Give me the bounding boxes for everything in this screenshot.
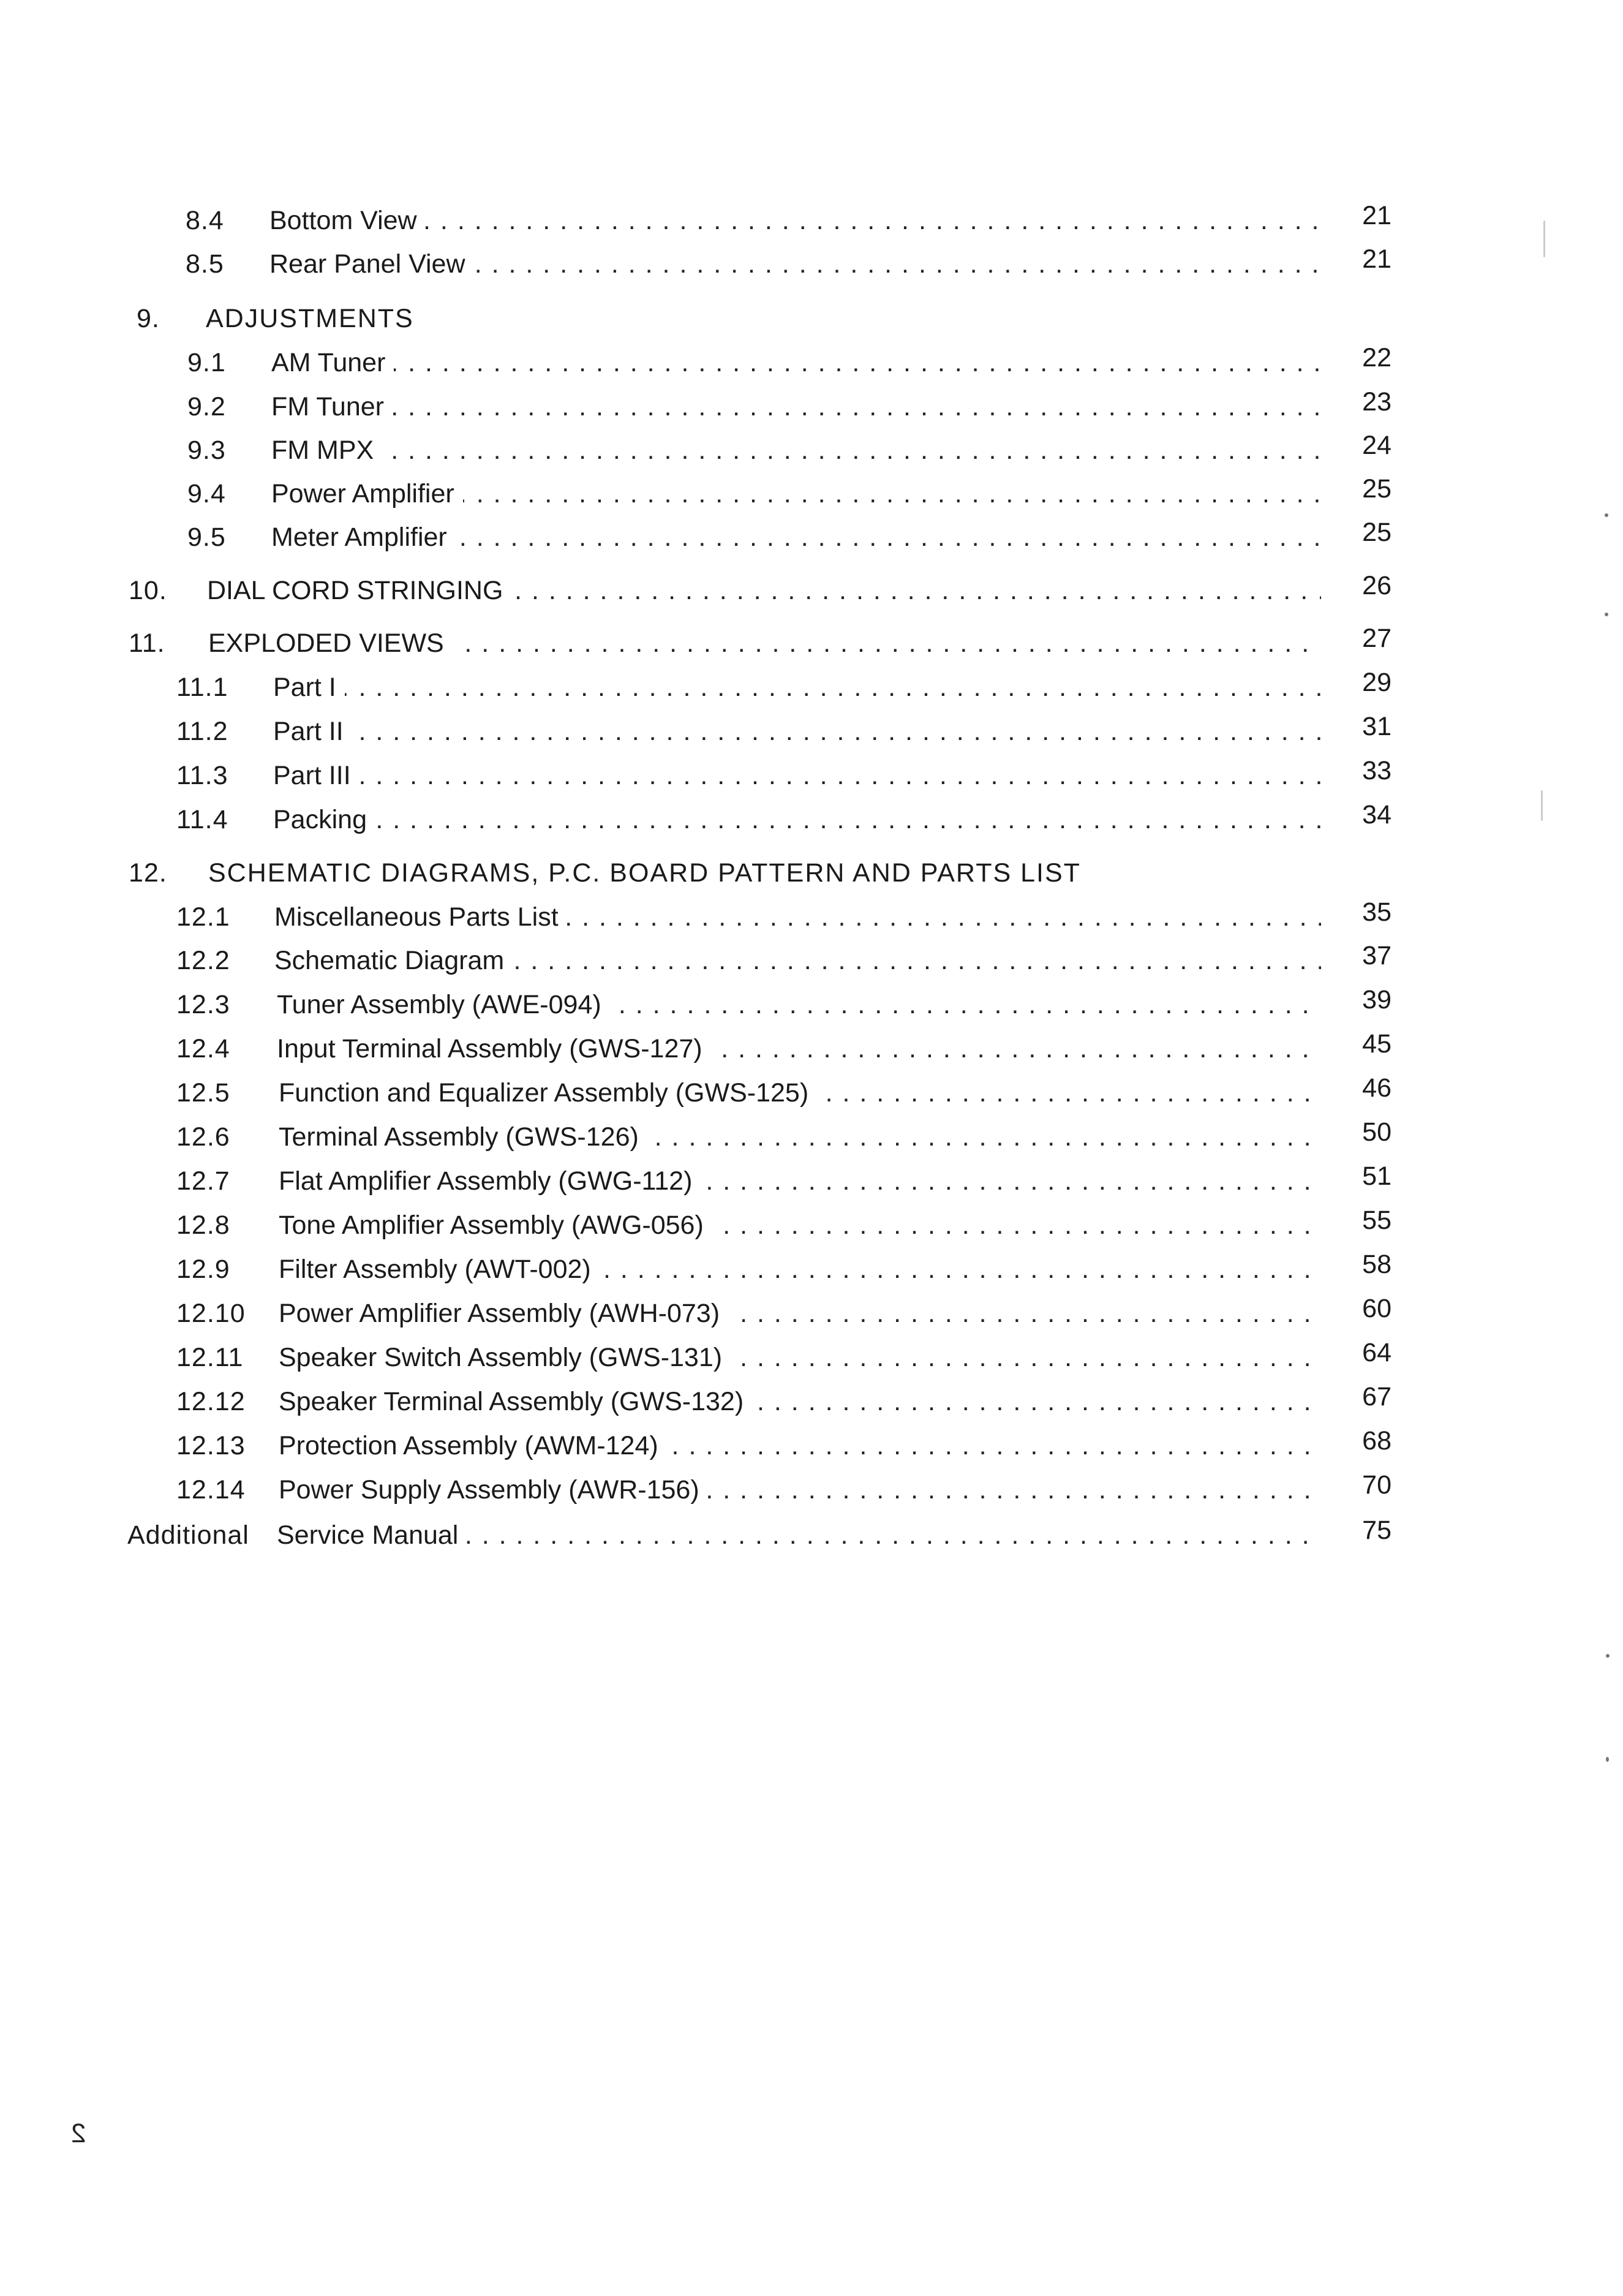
toc-entry-title: Rear Panel View . . . <box>269 246 1321 282</box>
toc-entry <box>0 246 1623 282</box>
toc-entry-page: 55 <box>1362 1206 1391 1235</box>
toc-entry <box>0 1074 1623 1111</box>
toc-entry-number: 10. <box>129 576 167 605</box>
toc-entry <box>0 519 1623 556</box>
toc-entry-number: 9.1 <box>187 348 226 377</box>
page-number: 2 <box>71 2118 86 2148</box>
toc-entry-page: 22 <box>1362 343 1391 372</box>
toc-entry-number: 12.14 <box>176 1475 246 1505</box>
toc-entry-title: Input Terminal Assembly (GWS-127) . . . <box>277 1030 1321 1067</box>
toc-entry-page: 64 <box>1362 1338 1391 1367</box>
toc-entry-number: 12.11 <box>176 1343 244 1372</box>
toc-entry-title: Tone Amplifier Assembly (AWG-056) . . . <box>279 1207 1321 1244</box>
toc-entry-number: 11.3 <box>176 761 228 790</box>
toc-entry-page: 39 <box>1362 985 1391 1014</box>
toc-entry-page: 26 <box>1362 571 1391 600</box>
toc-entry-page: 25 <box>1362 518 1391 547</box>
toc-entry-title: Tuner Assembly (AWE-094) . . . <box>277 986 1321 1023</box>
toc-entry-number: 12.8 <box>176 1210 230 1240</box>
toc-entry-number: 11.1 <box>176 673 228 702</box>
toc-entry <box>0 1030 1623 1067</box>
toc-entry-number: 12.10 <box>176 1299 246 1328</box>
toc-entry <box>0 942 1623 979</box>
toc-entry-page: 33 <box>1362 756 1391 785</box>
toc-entry-title: Filter Assembly (AWT-002) . . . <box>279 1251 1321 1288</box>
toc-entry <box>0 432 1623 469</box>
toc-entry-number: 12.1 <box>176 902 230 932</box>
toc-entry-page: 23 <box>1362 387 1391 417</box>
toc-entry-number: 12.3 <box>176 990 230 1019</box>
toc-entry-page: 35 <box>1362 897 1391 927</box>
toc-entry <box>0 1207 1623 1244</box>
toc-entry-title: Part III . . . <box>273 757 1321 794</box>
toc-entry-page: 21 <box>1362 201 1391 230</box>
scan-speck <box>1541 790 1543 821</box>
toc-entry-title: ADJUSTMENTS <box>206 300 1321 337</box>
toc-entry-number: 11.4 <box>176 805 228 834</box>
toc-entry <box>0 1119 1623 1155</box>
toc-entry-page: 34 <box>1362 800 1391 829</box>
toc-heading <box>0 300 1623 337</box>
toc-entry <box>0 388 1623 425</box>
toc-entry-number: 11. <box>129 629 165 658</box>
toc-entry-title: Power Supply Assembly (AWR-156) . . . <box>279 1471 1321 1508</box>
toc-entry-title: Speaker Switch Assembly (GWS-131) . . . <box>279 1339 1321 1376</box>
toc-entry-title: DIAL CORD STRINGING . . . <box>207 572 1321 609</box>
toc-entry <box>0 899 1623 935</box>
toc-entry-number: 9.3 <box>187 436 226 465</box>
toc-entry-number: Additional <box>127 1520 249 1550</box>
toc-entry-title: AM Tuner . . . <box>271 344 1321 381</box>
toc-entry <box>0 801 1623 838</box>
toc-entry-number: 12.4 <box>176 1034 230 1063</box>
toc-entry-number: 9.5 <box>187 523 226 552</box>
toc-entry-number: 12.7 <box>176 1166 230 1196</box>
toc-entry-title: Power Amplifier . . . <box>271 475 1321 512</box>
toc-entry <box>0 625 1623 662</box>
scan-speck <box>1606 1654 1610 1658</box>
toc-entry-title: Part I . . . <box>273 669 1321 706</box>
toc-entry-number: 12.13 <box>176 1431 246 1460</box>
toc-entry-title: Terminal Assembly (GWS-126) . . . <box>279 1119 1321 1155</box>
scan-speck <box>1605 613 1608 616</box>
toc-entry-title: Service Manual . . . <box>277 1517 1321 1554</box>
scan-speck <box>1605 513 1608 517</box>
toc-entry <box>0 572 1623 609</box>
toc-entry-title: Function and Equalizer Assembly (GWS-125) . . . <box>279 1074 1321 1111</box>
toc-entry <box>0 1251 1623 1288</box>
toc-entry-page: 21 <box>1362 244 1391 274</box>
toc-entry-number: 12.2 <box>176 946 230 975</box>
toc-entry <box>0 757 1623 794</box>
toc-entry-page: 29 <box>1362 668 1391 697</box>
toc-entry-title: FM Tuner . . . <box>271 388 1321 425</box>
toc-entry-number: 9.2 <box>187 392 226 421</box>
toc-entry <box>0 202 1623 239</box>
scan-speck <box>1606 1757 1609 1762</box>
toc-entry-number: 8.5 <box>186 249 224 279</box>
toc-entry-page: 51 <box>1362 1161 1391 1191</box>
toc-entry-page: 46 <box>1362 1073 1391 1103</box>
toc-entry <box>0 1339 1623 1376</box>
toc-entry-page: 70 <box>1362 1470 1391 1500</box>
toc-entry-page: 75 <box>1362 1516 1391 1545</box>
toc-entry-page: 37 <box>1362 941 1391 970</box>
toc-entry-title: Speaker Terminal Assembly (GWS-132) . . . <box>279 1383 1321 1420</box>
toc-entry-title: Packing . . . <box>273 801 1321 838</box>
toc-entry <box>0 475 1623 512</box>
toc-entry-title: FM MPX . . . <box>271 432 1321 469</box>
toc-entry-title: Protection Assembly (AWM-124) . . . <box>279 1427 1321 1464</box>
toc-entry-number: 11.2 <box>176 717 228 746</box>
toc-entry-title: Flat Amplifier Assembly (GWG-112) . . . <box>279 1163 1321 1199</box>
toc-entry-title: Power Amplifier Assembly (AWH-073) . . . <box>279 1295 1321 1332</box>
toc-entry-number: 9.4 <box>187 479 226 508</box>
toc-entry-page: 50 <box>1362 1117 1391 1147</box>
toc-entry <box>0 669 1623 706</box>
toc-entry <box>0 1295 1623 1332</box>
toc-entry-page: 60 <box>1362 1294 1391 1323</box>
toc-entry <box>0 1517 1623 1554</box>
toc-entry <box>0 1427 1623 1464</box>
toc-entry-page: 27 <box>1362 624 1391 653</box>
toc-entry-page: 31 <box>1362 712 1391 741</box>
toc-entry-number: 12. <box>129 858 167 888</box>
toc-entry-number: 12.6 <box>176 1122 230 1152</box>
toc-heading <box>0 855 1623 891</box>
toc-entry-title: Schematic Diagram . . . <box>274 942 1321 979</box>
toc-entry-page: 67 <box>1362 1382 1391 1411</box>
toc-entry-title: SCHEMATIC DIAGRAMS, P.C. BOARD PATTERN AND PARTS LIST <box>208 855 1321 891</box>
toc-entry-title: Bottom View . . . <box>269 202 1321 239</box>
toc-entry-title: Part II . . . <box>273 713 1321 750</box>
toc-entry-number: 12.5 <box>176 1078 230 1108</box>
toc-entry <box>0 1383 1623 1420</box>
toc-entry-page: 58 <box>1362 1250 1391 1279</box>
toc-entry-number: 12.9 <box>176 1255 230 1284</box>
toc-entry-number: 9. <box>137 304 160 333</box>
toc-entry-number: 8.4 <box>186 206 224 235</box>
toc-entry-title: Miscellaneous Parts List . . . <box>274 899 1321 935</box>
toc-entry-page: 45 <box>1362 1029 1391 1059</box>
toc-entry-page: 68 <box>1362 1426 1391 1456</box>
toc-entry <box>0 986 1623 1023</box>
toc-entry-number: 12.12 <box>176 1387 246 1416</box>
toc-entry <box>0 344 1623 381</box>
toc-entry-page: 24 <box>1362 431 1391 460</box>
toc-entry <box>0 1471 1623 1508</box>
toc-entry-page: 25 <box>1362 474 1391 504</box>
toc-entry-title: Meter Amplifier . . . <box>271 519 1321 556</box>
toc-entry-title: EXPLODED VIEWS . . . <box>208 625 1321 662</box>
toc-entry <box>0 713 1623 750</box>
toc-entry <box>0 1163 1623 1199</box>
scan-speck <box>1543 221 1545 257</box>
